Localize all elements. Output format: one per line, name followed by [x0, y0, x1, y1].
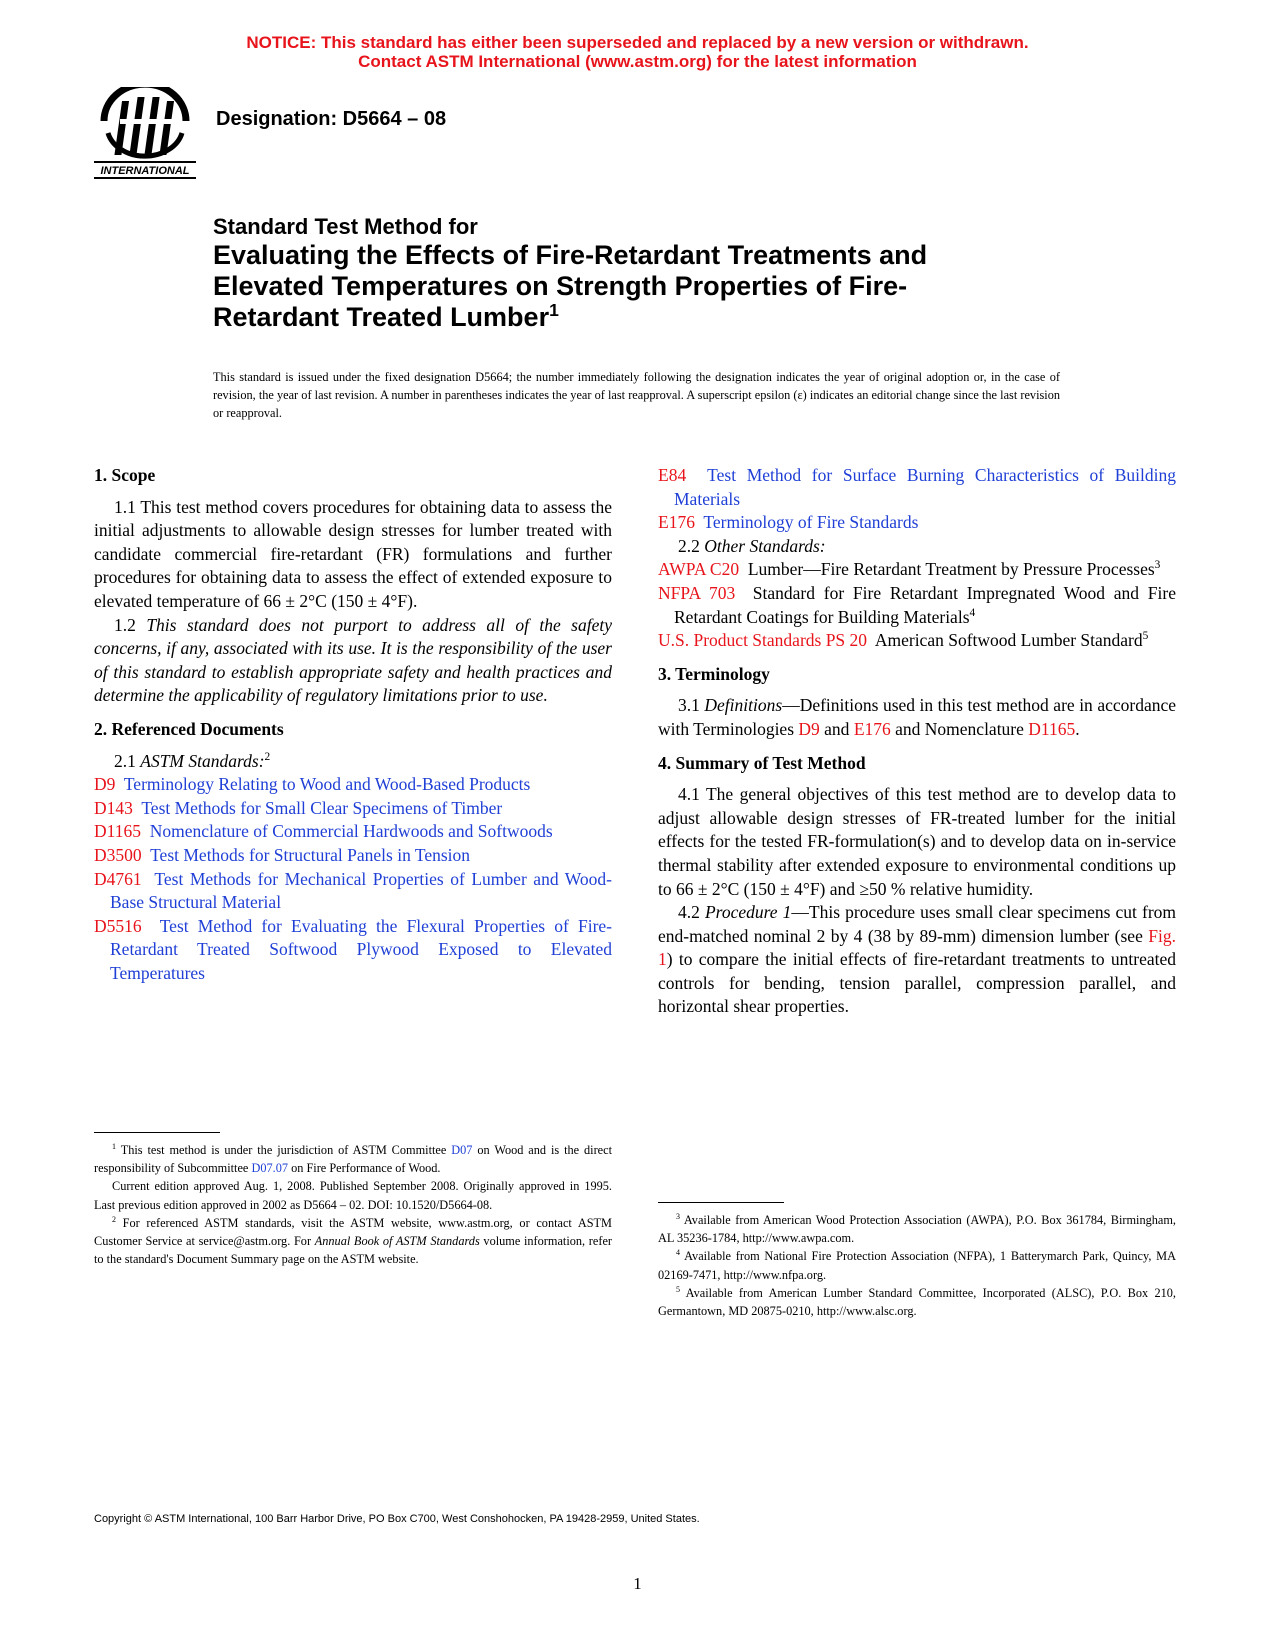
summary-p2-num: 4.2 — [678, 902, 705, 923]
fn-link-d0707[interactable]: D07.07 — [251, 1161, 289, 1176]
ref-d1165[interactable] — [94, 820, 612, 844]
term-num: 3.1 — [678, 695, 705, 716]
fn-text: Available from National Fire Protection Association (NFPA), 1 Batterymarch Park, Quincy, MA 02169-7471, http://www.nfpa.org. — [658, 1249, 1176, 1282]
fig-1-link[interactable]: Fig. 1 — [658, 925, 1176, 970]
terminology-p1 — [658, 694, 1176, 741]
term-text: —Definitions used in this test method are in accordance with Terminologies — [658, 695, 1177, 739]
ref-sup: 3 — [1154, 559, 1161, 572]
title-line-3: Elevated Temperatures on Strength Properties of Fire- — [213, 271, 908, 301]
ref-code[interactable]: D9 — [94, 774, 116, 795]
notice-line-1: NOTICE: This standard has either been superseded and replaced by a new version or withdrawn. — [246, 33, 1029, 52]
ref-e176[interactable] — [658, 511, 1176, 535]
ref-ps20[interactable] — [658, 629, 1176, 653]
term-link-e176[interactable]: E176 — [853, 718, 891, 739]
left-column — [94, 464, 612, 985]
ref-title: American Softwood Lumber Standard — [874, 630, 1143, 651]
ref-e84[interactable] — [658, 464, 1176, 511]
summary-p2-text: —This procedure uses small clear specimens cut from end-matched nominal 2 by 4 (38 by 89-mm) dimension lumber (see — [658, 902, 1177, 946]
title-footnote-mark: 1 — [549, 300, 559, 320]
footnote-4 — [658, 1247, 1176, 1283]
summary-p2-label: Procedure 1 — [704, 902, 792, 923]
ref-code[interactable]: U.S. Product Standards PS 20 — [658, 630, 868, 651]
fn-mark: 4 — [676, 1248, 680, 1258]
ref-code[interactable]: D143 — [94, 797, 133, 818]
terminology-heading: 3. Terminology — [658, 663, 770, 684]
logo-text: INTERNATIONAL — [100, 165, 190, 177]
notice-banner — [0, 33, 1275, 71]
ref-title[interactable]: Terminology of Fire Standards — [703, 512, 919, 533]
page-number: 1 — [633, 1574, 642, 1593]
astm-logo — [94, 87, 196, 183]
astm-standards-num: 2.1 — [114, 750, 141, 771]
footnote-1-edition: Current edition approved Aug. 1, 2008. Published September 2008. Originally approved in 1995. Last previous edition approved in 2002 as D5664 – 02. DOI: 10.1520/D5664-08. — [94, 1179, 612, 1212]
ref-code[interactable]: D4761 — [94, 868, 142, 889]
other-standards-text: Other Standards: — [704, 535, 826, 556]
ref-sup: 5 — [1142, 630, 1149, 643]
fn-italic: Annual Book of ASTM Standards — [314, 1234, 480, 1249]
fn-mark: 2 — [112, 1214, 116, 1224]
document-title — [213, 213, 1013, 333]
astm-standards-text: ASTM Standards: — [140, 750, 265, 771]
term-link-d1165[interactable]: D1165 — [1028, 718, 1076, 739]
ref-code[interactable]: D3500 — [94, 844, 142, 865]
fn-mark: 1 — [112, 1141, 116, 1151]
ref-title[interactable]: Test Method for Surface Burning Characteristics of Building Materials — [674, 465, 1177, 509]
ref-code[interactable]: NFPA 703 — [658, 582, 736, 603]
ref-d3500[interactable] — [94, 844, 612, 868]
term-text: and Nomenclature — [890, 718, 1029, 739]
ref-d4761[interactable] — [94, 868, 612, 915]
footnote-rule — [94, 1132, 220, 1133]
ref-title[interactable]: Test Methods for Mechanical Properties of Lumber and Wood-Base Structural Material — [110, 868, 612, 913]
footnotes-right — [658, 1202, 1176, 1320]
astm-logo-icon — [94, 87, 196, 183]
footnote-2 — [94, 1214, 612, 1269]
scope-heading: 1. Scope — [94, 465, 156, 485]
referenced-heading: 2. Referenced Documents — [94, 718, 284, 739]
footnote-5 — [658, 1284, 1176, 1320]
scope-p2-text: This standard does not purport to address all of the safety concerns, if any, associated with its use. It is the responsibility of the user of this standard to establish appropriate safety and health practices and determine the applicability of regulatory limitations prior to use. — [94, 614, 613, 706]
term-text: and — [819, 718, 854, 739]
ref-code[interactable]: E84 — [658, 465, 687, 485]
term-text: . — [1075, 718, 1080, 739]
right-column — [658, 464, 1176, 1019]
footnote-1 — [94, 1141, 612, 1177]
ref-code[interactable]: AWPA C20 — [658, 559, 740, 580]
copyright: Copyright © ASTM International, 100 Barr Harbor Drive, PO Box C700, West Conshohocken, PA 19428-2959, United States. — [94, 1513, 700, 1525]
ref-sup: 4 — [969, 606, 976, 619]
summary-p1: 4.1 The general objectives of this test method are to develop data to adjust allowable design stresses of FR-treated lumber for the initial effects for the tested FR-formulation(s) and to develop data on in-service thermal stability after extended exposure to environmental conditions up to 66 ± 2°C (150 ± 4°F) and ≥50 % relative humidity. — [658, 784, 1176, 899]
scope-p1: 1.1 This test method covers procedures for obtaining data to assess the initial adjustments to allowable design stresses for lumber treated with candidate commercial fire-retardant (FR) formulations and further procedures for obtaining data to assess the effect of extended exposure to elevated temperature of 66 ± 2°C (150 ± 4°F). — [94, 496, 612, 611]
fn-text: on Fire Performance of Wood. — [288, 1161, 441, 1176]
scope-p2-num: 1.2 — [114, 614, 147, 635]
title-line-4 — [213, 302, 1013, 333]
fn-text: volume information, refer to the standard's Document Summary page on the ASTM website. — [94, 1234, 612, 1267]
notice-line-2: Contact ASTM International (www.astm.org) for the latest information — [358, 52, 917, 71]
ref-d9[interactable] — [94, 773, 612, 797]
fn-text: This test method is under the jurisdiction of ASTM Committee — [116, 1143, 452, 1157]
fn-mark: 5 — [676, 1284, 680, 1294]
ref-title: Standard for Fire Retardant Impregnated Wood and Fire Retardant Coatings for Building Materials — [674, 582, 1176, 627]
title-line-4-text: Retardant Treated Lumber — [213, 302, 550, 332]
ref-title[interactable]: Test Method for Evaluating the Flexural Properties of Fire-Retardant Treated Softwood Plywood Exposed to Elevated Temperatures — [110, 915, 612, 983]
astm-standards-label — [94, 750, 612, 774]
fn-text: For referenced ASTM standards, visit the ASTM website, www.astm.org, or contact ASTM Customer Service at service@astm.org. For — [94, 1215, 612, 1249]
other-standards-num: 2.2 — [678, 535, 705, 556]
ref-code[interactable]: D1165 — [94, 821, 141, 842]
footnote-3 — [658, 1211, 1176, 1247]
fn-link-d07[interactable]: D07 — [451, 1143, 473, 1157]
astm-standards-sup: 2 — [264, 750, 271, 763]
summary-heading: 4. Summary of Test Method — [658, 752, 866, 773]
ref-d143[interactable] — [94, 797, 612, 821]
fn-text: on Wood and is the direct responsibility of Subcommittee — [94, 1143, 612, 1176]
ref-code[interactable]: E176 — [658, 512, 695, 533]
ref-d5516[interactable] — [94, 915, 612, 986]
ref-title[interactable]: Terminology Relating to Wood and Wood-Based Products — [123, 774, 531, 795]
fn-mark: 3 — [676, 1211, 680, 1221]
title-line-2: Evaluating the Effects of Fire-Retardant Treatments and — [213, 240, 928, 270]
summary-p2-text: ) to compare the initial effects of fire-retardant treatments to untreated controls for bending, tension parallel, compression parallel, and horizontal shear properties. — [658, 949, 1176, 1017]
term-link-d9[interactable]: D9 — [798, 718, 820, 739]
summary-p2 — [658, 901, 1176, 1019]
ref-title: Lumber—Fire Retardant Treatment by Pressure Processes — [747, 559, 1155, 580]
intro-note: This standard is issued under the fixed designation D5664; the number immediately following the designation indicates the year of original adoption or, in the case of revision, the year of last revision. A number in parentheses indicates the year of last reapproval. A superscript epsilon (ε) indicates an editorial change since the last revision or reapproval. — [213, 370, 1060, 420]
term-label: Definitions — [704, 695, 783, 716]
fn-text: Available from American Wood Protection Association (AWPA), P.O. Box 361784, Birmingham, AL 35236-1784, http://www.awpa.com. — [658, 1213, 1176, 1246]
other-standards-label — [658, 535, 1176, 559]
ref-title[interactable]: Test Methods for Structural Panels in Tension — [150, 844, 471, 865]
title-line-1: Standard Test Method for — [213, 214, 478, 239]
fn-text: Available from American Lumber Standard Committee, Incorporated (ALSC), P.O. Box 210, Germantown, MD 20875-0210, http://www.alsc.org. — [658, 1285, 1176, 1319]
ref-awpa-c20[interactable] — [658, 558, 1176, 582]
scope-p2 — [94, 614, 612, 708]
ref-title[interactable]: Test Methods for Small Clear Specimens of Timber — [141, 797, 503, 818]
ref-title[interactable]: Nomenclature of Commercial Hardwoods and Softwoods — [149, 821, 553, 842]
ref-nfpa-703[interactable] — [658, 582, 1176, 629]
ref-code[interactable]: D5516 — [94, 915, 142, 936]
footnotes-left — [94, 1132, 612, 1268]
designation: Designation: D5664 – 08 — [216, 108, 447, 130]
footnote-rule — [658, 1202, 784, 1203]
